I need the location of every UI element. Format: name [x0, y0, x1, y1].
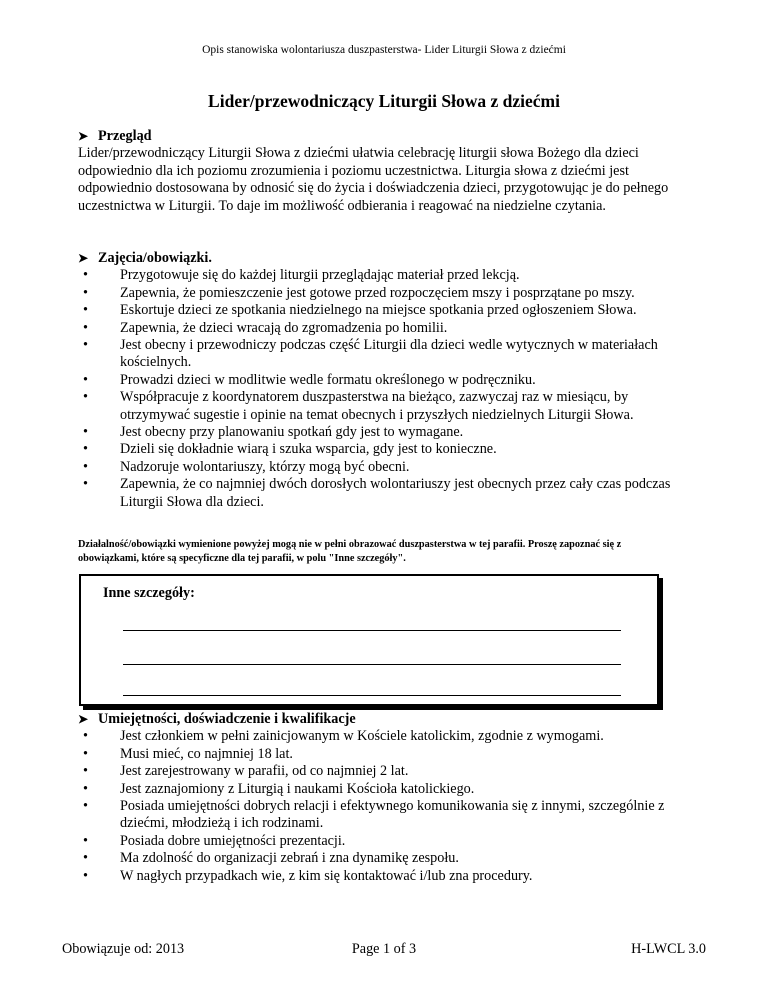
skills-section — [78, 711, 698, 885]
footer-doc-code: H-LWCL 3.0 — [631, 941, 706, 957]
duties-section — [78, 250, 698, 511]
list-item: • Jest obecny przy planowaniu spotkań gdy jest to wymagane. — [78, 424, 698, 441]
list-item: • Nadzoruje wolontariuszy, którzy mogą być obecni. — [78, 459, 698, 476]
duties-heading — [78, 250, 698, 267]
list-item: • W nagłych przypadkach wie, z kim się kontaktować i/lub zna procedury. — [78, 868, 698, 885]
fill-in-line[interactable] — [123, 630, 621, 631]
duties-heading-text: Zajęcia/obowiązki. — [98, 250, 212, 266]
list-item: • Posiada dobre umiejętności prezentacji. — [78, 833, 698, 850]
list-item: • Ma zdolność do organizacji zebrań i zna dynamikę zespołu. — [78, 850, 698, 867]
list-item: • Eskortuje dzieci ze spotkania niedzielnego na miejsce spotkania przed ogłoszeniem Słowa. — [78, 302, 698, 319]
overview-heading-text: Przegląd — [98, 128, 152, 144]
overview-heading — [78, 128, 698, 145]
overview-text: Lider/przewodniczący Liturgii Słowa z dziećmi ułatwia celebrację liturgii słowa Bożego dla dzieci odpowiednio dla ich poziomu zrozumienia i poziomu uczestnictwa. Liturgia słowa z dziećmi jest odpowiednio dostosowana by odnosić się do życia i doświadczenia dzieci, przygotowując je do pełnego uczestnictwa w Liturgii. To daje im możliwość odbierania i reagować na niedzielne czytania. — [78, 145, 669, 214]
footer-effective-date: Obowiązuje od: 2013 — [62, 941, 185, 957]
list-item: • Przygotowuje się do każdej liturgii przeglądając materiał przed lekcją. — [78, 267, 698, 284]
list-item: • Jest zarejestrowany w parafii, od co najmniej 2 lat. — [78, 763, 698, 780]
list-item: • Zapewnia, że pomieszczenie jest gotowe przed rozpoczęciem mszy i posprzątane po mszy. — [78, 285, 698, 302]
list-item: • Jest zaznajomiony z Liturgią i naukami Kościoła katolickiego. — [78, 781, 698, 798]
skills-list — [78, 728, 698, 885]
list-item: • Prowadzi dzieci w modlitwie wedle formatu określonego w podręczniku. — [78, 372, 698, 389]
list-item: • Musi mieć, co najmniej 18 lat. — [78, 746, 698, 763]
arrow-bullet-icon: ➤ — [78, 129, 89, 143]
duties-list — [78, 267, 698, 511]
list-item: • Jest członkiem w pełni zainicjowanym w Kościele katolickim, zgodnie z wymogami. — [78, 728, 698, 745]
list-item: • Zapewnia, że dzieci wracają do zgromadzenia po homilii. — [78, 320, 698, 337]
list-item: • Dzieli się dokładnie wiarą i szuka wsparcia, gdy jest to konieczne. — [78, 441, 698, 458]
list-item: • Jest obecny i przewodniczy podczas część Liturgii dla dzieci wedle wytycznych w materiałach kościelnych. — [78, 337, 698, 372]
overview-section — [78, 128, 698, 215]
running-header: Opis stanowiska wolontariusza duszpasterstwa- Lider Liturgii Słowa z dziećmi — [202, 44, 566, 56]
other-details-label: Inne szczegóły: — [103, 585, 195, 601]
parish-notice: Działalność/obowiązki wymienione powyżej mogą nie w pełni obrazować duszpasterstwa w tej parafii. Proszę zapoznać się z obowiązkami, które są specyficzne dla tej parafii, w polu "Inne szczegóły". — [78, 539, 622, 564]
list-item: • Zapewnia, że co najmniej dwóch dorosłych wolontariuszy jest obecnych przez cały czas podczas Liturgii Słowa dla dzieci. — [78, 476, 698, 511]
other-details-box — [79, 574, 659, 706]
footer-page-number: Page 1 of 3 — [351, 941, 417, 957]
arrow-bullet-icon: ➤ — [78, 251, 89, 265]
document-title: Lider/przewodniczący Liturgii Słowa z dziećmi — [208, 91, 560, 111]
list-item: • Posiada umiejętności dobrych relacji i efektywnego komunikowania się z innymi, szczególnie z dziećmi, młodzieżą i ich rodzinami. — [78, 798, 698, 833]
skills-heading-text: Umiejętności, doświadczenie i kwalifikacje — [98, 711, 356, 727]
arrow-bullet-icon: ➤ — [78, 712, 89, 726]
fill-in-line[interactable] — [123, 695, 621, 696]
list-item: • Współpracuje z koordynatorem duszpasterstwa na bieżąco, zazwyczaj raz w miesiącu, by otrzymywać sugestie i opinie na temat obecnych i przyszłych niedzielnych Liturgii Słowa. — [78, 389, 698, 424]
skills-heading — [78, 711, 698, 728]
fill-in-line[interactable] — [123, 664, 621, 665]
